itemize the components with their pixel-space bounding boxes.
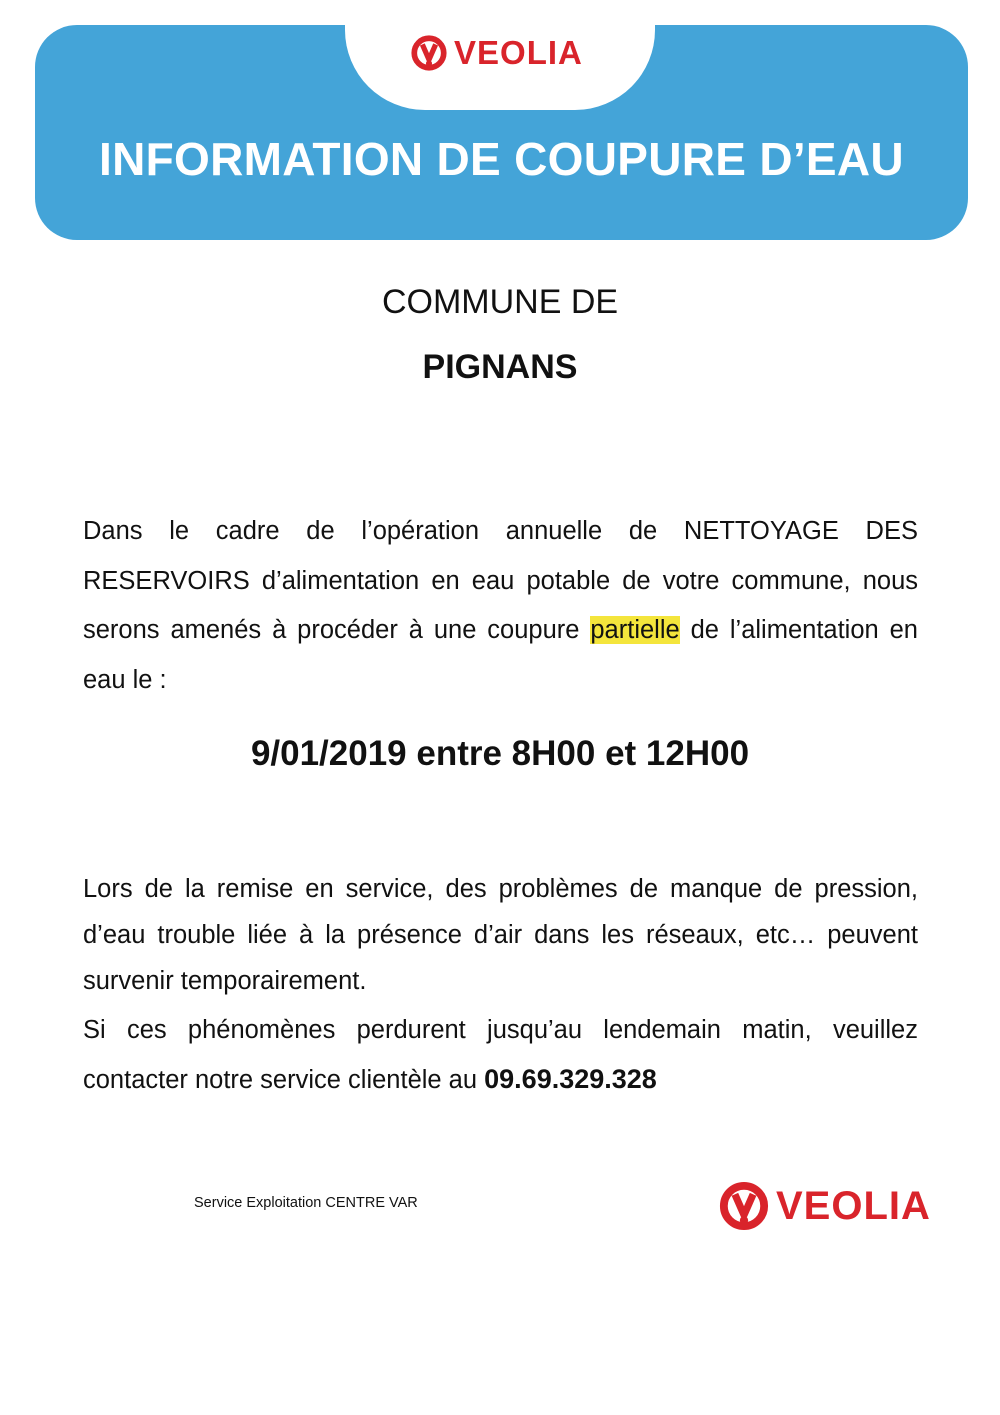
veolia-wordmark: VEOLIA: [776, 1183, 931, 1228]
veolia-logo-bottom: [718, 1180, 931, 1232]
commune-name: PIGNANS: [422, 348, 578, 386]
veolia-wordmark: VEOLIA: [454, 34, 583, 71]
phone-number: 09.69.329.328: [484, 1064, 657, 1094]
commune-label: COMMUNE DE: [381, 283, 619, 321]
intro-text-end: de l’alimentation en eau le :: [83, 616, 918, 694]
highlighted-word: partielle: [590, 616, 680, 644]
outage-date: 9/01/2019 entre 8H00 et 12H00: [250, 734, 750, 773]
contact-text: Si ces phénomènes perdurent jusqu’au lendemain matin, veuillez contacter notre service clientèle au: [83, 1016, 918, 1094]
contact-paragraph: [83, 1006, 918, 1105]
veolia-logo-icon: [410, 34, 448, 72]
service-name: Service Exploitation CENTRE VAR: [194, 1195, 418, 1211]
service-paragraph: Lors de la remise en service, des problèmes de manque de pression, d’eau trouble liée à la présence d’air dans les réseaux, etc… peuvent survenir temporairement.: [83, 875, 918, 995]
veolia-logo-top: [410, 34, 583, 72]
page-title: INFORMATION DE COUPURE D’EAU: [99, 133, 904, 185]
intro-text: Dans le cadre de l’opération annuelle de NETTOYAGE DES RESERVOIRS d’alimentation en eau potable de votre commune, nous serons amenés à procéder à une coupure: [83, 517, 918, 644]
intro-paragraph: [83, 507, 918, 705]
veolia-logo-icon: [718, 1180, 770, 1232]
